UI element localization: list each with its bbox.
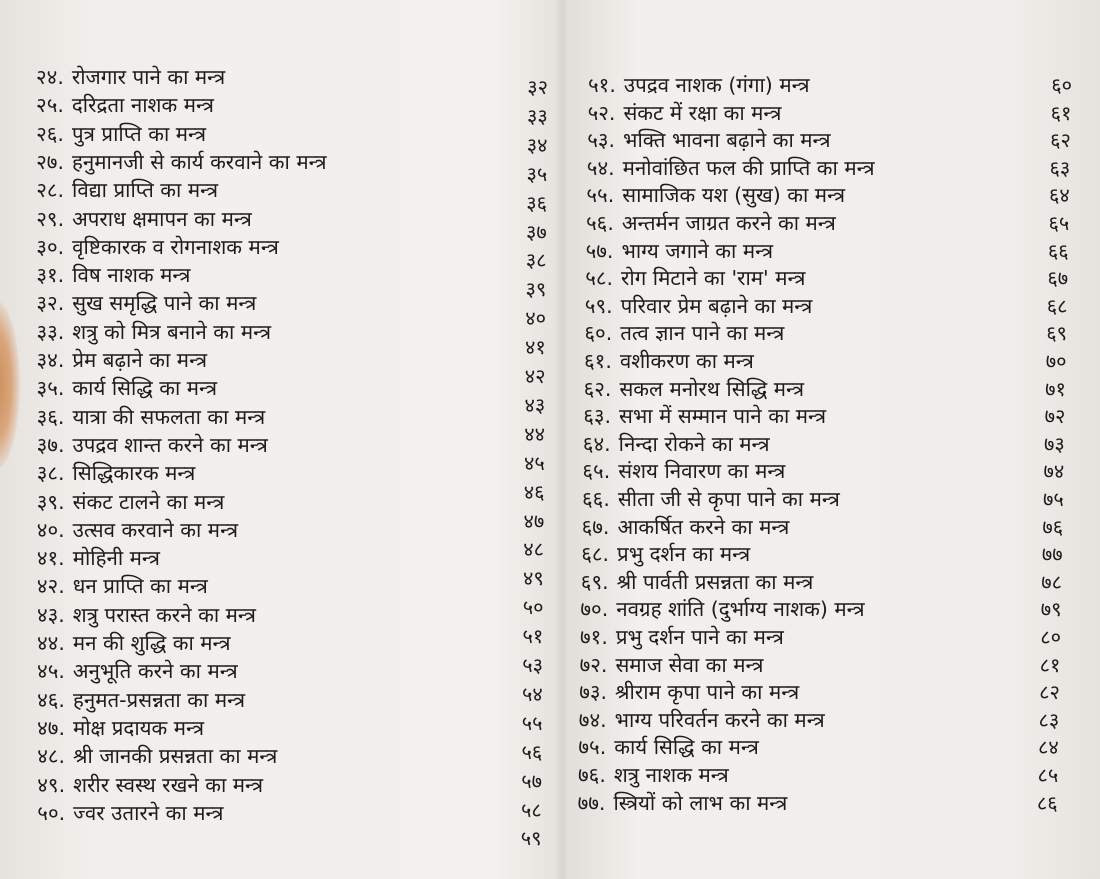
toc-entry xyxy=(586,238,774,264)
entry-title: कार्य सिद्धि का मन्त्र xyxy=(72,376,218,401)
entry-title: शत्रु नाशक मन्त्र xyxy=(613,763,729,787)
entry-page-number: ४९ xyxy=(522,566,544,591)
entry-number: २८. xyxy=(36,178,65,203)
entry-page-number: ४६ xyxy=(523,479,545,504)
toc-entry xyxy=(37,460,196,486)
entry-page-number: ४२ xyxy=(524,364,546,388)
entry-title: अन्तर्मन जाग्रत करने का मन्त्र xyxy=(621,211,836,235)
entry-number: ६७. xyxy=(581,514,610,539)
entry-number: ७३. xyxy=(579,680,608,705)
entry-number: ६३. xyxy=(583,404,612,429)
entry-page-number: ३७ xyxy=(525,219,547,244)
entry-number: ४१. xyxy=(36,546,65,571)
toc-entry xyxy=(37,573,208,599)
toc-entry xyxy=(37,602,256,628)
entry-title: प्रभु दर्शन पाने का मन्त्र xyxy=(615,625,784,649)
toc-entry xyxy=(584,348,754,374)
entry-number: ४४. xyxy=(37,631,65,655)
entry-number: ५७. xyxy=(585,238,614,263)
toc-entry xyxy=(579,679,799,705)
entry-page-number: ३६ xyxy=(526,190,547,215)
toc-entry xyxy=(586,210,836,236)
entry-page-number: ८१ xyxy=(1039,652,1061,677)
entry-title: संशय निवारण का मन्त्र xyxy=(618,459,786,484)
entry-title: यात्रा की सफलता का मन्त्र xyxy=(72,404,266,429)
entry-number: ६९. xyxy=(580,569,609,594)
entry-page-number: ३३ xyxy=(526,103,548,128)
entry-title: भाग्य परिवर्तन करने का मन्त्र xyxy=(614,707,825,732)
entry-number: ५९. xyxy=(584,293,613,318)
entry-title: मोक्ष प्रदायक मन्त्र xyxy=(72,715,205,740)
entry-title: श्रीराम कृपा पाने का मन्त्र xyxy=(615,680,800,705)
entry-title: प्रेम बढ़ाने का मन्त्र xyxy=(72,348,208,372)
entry-page-number: ७६ xyxy=(1042,514,1064,539)
toc-entry xyxy=(36,92,214,118)
entry-title: प्रभु दर्शन का मन्त्र xyxy=(617,542,751,567)
entry-title: अपराध क्षमापन का मन्त्र xyxy=(72,206,252,231)
entry-number: २९. xyxy=(36,206,65,231)
toc-entry xyxy=(36,234,279,260)
entry-title: शरीर स्वस्थ रखने का मन्त्र xyxy=(73,772,264,797)
entry-number: ५४. xyxy=(586,155,615,180)
entry-title: सीता जी से कृपा पाने का मन्त्र xyxy=(617,487,840,511)
entry-number: ७५. xyxy=(578,735,607,760)
toc-entry xyxy=(586,182,845,208)
entry-number: ७०. xyxy=(580,597,609,622)
toc-entry xyxy=(36,206,252,232)
entry-page-number: ७२ xyxy=(1044,404,1066,429)
entry-page-number: ७१ xyxy=(1045,376,1066,401)
toc-entry xyxy=(37,404,266,430)
entry-title: मनोवांछित फल की प्राप्ति का मन्त्र xyxy=(622,155,875,180)
entry-number: ४०. xyxy=(36,517,65,542)
toc-entry xyxy=(585,293,813,319)
entry-number: ६५. xyxy=(582,459,611,484)
entry-number: ६४. xyxy=(582,431,611,456)
toc-entry xyxy=(588,100,782,126)
entry-number: ७१. xyxy=(580,625,608,649)
entry-page-number: ६१ xyxy=(1050,100,1072,125)
entry-number: ५१. xyxy=(588,73,616,97)
entry-title: उपद्रव शान्त करने का मन्त्र xyxy=(72,432,268,457)
entry-title: मन की शुद्धि का मन्त्र xyxy=(72,631,231,655)
entry-number: ६६. xyxy=(582,487,610,511)
toc-entry xyxy=(37,772,263,798)
entry-title: भक्ति भावना बढ़ाने का मन्त्र xyxy=(623,128,831,153)
entry-page-number: ५७ xyxy=(521,768,542,793)
toc-entry xyxy=(580,596,864,622)
entry-number: ४६. xyxy=(37,687,65,712)
toc-entry xyxy=(578,734,758,760)
entry-title: सिद्धिकारक मन्त्र xyxy=(72,461,196,486)
toc-entry xyxy=(36,121,206,147)
entry-title: मोहिनी मन्त्र xyxy=(72,546,160,571)
entry-title: शत्रु परास्त करने का मन्त्र xyxy=(72,602,256,627)
entry-title: वशीकरण का मन्त्र xyxy=(619,349,754,373)
entry-title: रोग मिटाने का 'राम' मन्त्र xyxy=(621,266,806,291)
entry-number: २४. xyxy=(36,65,64,89)
entry-page-number: ३८ xyxy=(525,248,547,273)
entry-title: सभा में सम्मान पाने का मन्त्र xyxy=(619,404,827,429)
entry-page-number: ३५ xyxy=(526,161,548,186)
entry-number: ७७. xyxy=(577,790,606,815)
entry-number: ५८. xyxy=(585,266,614,291)
entry-page-number: ८० xyxy=(1040,625,1061,649)
toc-entry xyxy=(37,517,238,543)
entry-title: संकट टालने का मन्त्र xyxy=(72,489,225,514)
entry-page-number: ४० xyxy=(525,306,546,331)
entry-page-number: ५८ xyxy=(520,797,542,822)
entry-number: ४३. xyxy=(36,602,65,627)
entry-title: ज्वर उतारने का मन्त्र xyxy=(73,800,224,825)
toc-entry xyxy=(37,489,225,515)
toc-entry xyxy=(37,687,245,713)
entry-title: उत्सव करवाने का मन्त्र xyxy=(72,517,239,542)
entry-title: अनुभूति करने का मन्त्र xyxy=(72,659,238,684)
toc-entry xyxy=(587,155,875,181)
entry-page-number: ६३ xyxy=(1049,155,1071,180)
entry-title: धन प्राप्ति का मन्त्र xyxy=(72,574,208,599)
entry-page-number: ८६ xyxy=(1036,790,1058,815)
toc-entry xyxy=(36,64,225,90)
entry-title: नवग्रह शांति (दुर्भाग्य नाशक) मन्त्र xyxy=(616,597,865,622)
toc-entry xyxy=(580,624,784,650)
entry-number: ३९. xyxy=(36,489,65,514)
entry-page-number: ७३ xyxy=(1044,431,1065,456)
entry-number: ६८. xyxy=(581,542,610,567)
entry-number: ३८. xyxy=(36,461,65,486)
entry-number: २६. xyxy=(36,121,64,146)
entry-page-number: ६६ xyxy=(1047,238,1069,263)
entry-page-number: ८४ xyxy=(1037,735,1059,760)
entry-title: विष नाशक मन्त्र xyxy=(72,263,191,288)
entry-page-number: ६५ xyxy=(1048,211,1070,235)
entry-title: दरिद्रता नाशक मन्त्र xyxy=(71,93,214,118)
entry-number: ६०. xyxy=(584,321,613,346)
entry-page-number: ३२ xyxy=(527,75,548,99)
entry-number: २७. xyxy=(36,149,64,174)
toc-entry xyxy=(582,486,840,512)
entry-title: सुख समृद्धि पाने का मन्त्र xyxy=(72,291,257,316)
entry-title: भाग्य जगाने का मन्त्र xyxy=(621,238,774,263)
entry-title: हनुमत-प्रसन्नता का मन्त्र xyxy=(72,687,246,712)
toc-entry xyxy=(584,320,784,346)
entry-page-number: ५३ xyxy=(522,653,543,677)
entry-title: समाज सेवा का मन्त्र xyxy=(615,652,764,677)
entry-page-number: ५९ xyxy=(520,826,542,851)
entry-number: ६२. xyxy=(583,376,612,401)
toc-entry xyxy=(578,762,729,788)
entry-number: ६१. xyxy=(584,349,612,373)
toc-entry xyxy=(585,265,805,291)
entry-title: पुत्र प्राप्ति का मन्त्र xyxy=(71,121,207,146)
entry-page-number: ५६ xyxy=(521,739,543,764)
entry-number: ५०. xyxy=(37,800,66,825)
entry-page-number: ६८ xyxy=(1046,293,1068,318)
entry-page-number: ८२ xyxy=(1039,680,1060,705)
right-page xyxy=(560,0,1100,879)
toc-entry xyxy=(578,790,788,816)
toc-entry xyxy=(37,432,268,458)
entry-title: श्री पार्वती प्रसन्नता का मन्त्र xyxy=(616,569,814,594)
toc-entry xyxy=(579,707,825,733)
entry-title: निन्दा रोकने का मन्त्र xyxy=(618,431,770,456)
entry-number: ४२. xyxy=(36,574,65,599)
toc-entry xyxy=(36,319,271,345)
toc-entry xyxy=(581,541,750,567)
entry-page-number: ६७ xyxy=(1047,266,1069,291)
entry-number: ३५. xyxy=(36,376,65,401)
entry-page-number: ४१ xyxy=(524,335,546,360)
toc-entry xyxy=(582,514,790,540)
entry-page-number: ६४ xyxy=(1048,183,1070,208)
entry-title: शत्रु को मित्र बनाने का मन्त्र xyxy=(72,319,272,344)
entry-number: ४९. xyxy=(37,772,66,797)
entry-title: हनुमानजी से कार्य करवाने का मन्त्र xyxy=(71,149,327,174)
entry-number: ३२. xyxy=(36,291,65,316)
entry-number: ३४. xyxy=(36,348,65,372)
toc-entry xyxy=(582,458,785,484)
entry-page-number: ८५ xyxy=(1037,763,1059,787)
entry-number: ३३. xyxy=(36,319,65,344)
entry-number: ७४. xyxy=(578,707,607,732)
entry-title: परिवार प्रेम बढ़ाने का मन्त्र xyxy=(620,293,813,318)
entry-page-number: ७० xyxy=(1045,349,1067,373)
entry-page-number: ७५ xyxy=(1042,487,1064,511)
entry-number: ७२. xyxy=(579,652,608,677)
entry-title: संकट में रक्षा का मन्त्र xyxy=(623,100,782,125)
toc-entry xyxy=(37,658,238,684)
entry-page-number: ५० xyxy=(522,595,544,620)
entry-number: ४५. xyxy=(37,659,65,684)
toc-entry xyxy=(37,800,223,826)
entry-title: उपद्रव नाशक (गंगा) मन्त्र xyxy=(623,73,810,97)
toc-entry xyxy=(36,290,256,316)
entry-title: कार्य सिद्धि का मन्त्र xyxy=(614,735,759,760)
entry-page-number: ७४ xyxy=(1043,459,1065,484)
toc-entry xyxy=(583,431,770,457)
entry-number: ३६. xyxy=(36,404,65,429)
entry-number: ४८. xyxy=(37,744,66,769)
entry-page-number: ४७ xyxy=(523,508,545,533)
entry-title: स्त्रियों को लाभ का मन्त्र xyxy=(613,790,788,815)
entry-page-number: ६२ xyxy=(1050,128,1071,153)
toc-entry xyxy=(36,177,218,203)
entry-title: रोजगार पाने का मन्त्र xyxy=(71,65,226,89)
entry-page-number: ७८ xyxy=(1041,569,1063,594)
entry-page-number: ५५ xyxy=(521,710,543,735)
entry-page-number: ३९ xyxy=(525,277,547,302)
toc-entry xyxy=(36,149,326,175)
entry-number: ५२. xyxy=(587,100,616,125)
entry-page-number: ६९ xyxy=(1046,321,1068,346)
entry-number: ३०. xyxy=(36,234,65,259)
entry-page-number: ७९ xyxy=(1040,597,1062,622)
toc-entry xyxy=(36,262,190,288)
toc-entry xyxy=(587,127,830,153)
entry-title: वृष्टिकारक व रोगनाशक मन्त्र xyxy=(72,234,279,259)
toc-entry xyxy=(580,652,764,678)
entry-number: ५३. xyxy=(587,128,616,153)
entry-number: ३१. xyxy=(36,263,65,288)
entry-page-number: ८३ xyxy=(1038,707,1060,732)
entry-title: सामाजिक यश (सुख) का मन्त्र xyxy=(622,183,846,208)
entry-page-number: ५१ xyxy=(522,624,544,649)
entry-title: सकल मनोरथ सिद्धि मन्त्र xyxy=(619,376,805,401)
entry-number: २५. xyxy=(36,93,64,118)
entry-page-number: ५४ xyxy=(521,681,543,706)
entry-page-number: ६० xyxy=(1051,73,1072,97)
entry-page-number: ४५ xyxy=(523,450,545,475)
entry-title: श्री जानकी प्रसन्नता का मन्त्र xyxy=(73,744,278,769)
entry-title: विद्या प्राप्ति का मन्त्र xyxy=(72,178,219,203)
entry-page-number: ३४ xyxy=(526,132,548,157)
toc-entry xyxy=(37,347,208,373)
toc-entry xyxy=(37,630,231,656)
toc-entry xyxy=(37,545,160,571)
entry-number: ५५. xyxy=(586,183,615,208)
entry-page-number: ४८ xyxy=(523,537,544,562)
toc-entry xyxy=(37,743,277,769)
entry-page-number: ४३ xyxy=(524,392,546,417)
toc-entry xyxy=(581,569,814,595)
entry-title: आकर्षित करने का मन्त्र xyxy=(617,514,790,539)
toc-entry xyxy=(583,403,826,429)
toc-entry xyxy=(588,72,810,98)
entry-number: ४७. xyxy=(37,715,65,740)
toc-entry xyxy=(37,715,204,741)
entry-number: ५६. xyxy=(586,211,614,235)
toc-entry xyxy=(584,376,804,402)
entry-number: ३७. xyxy=(36,432,65,457)
entry-page-number: ७७ xyxy=(1041,542,1063,567)
toc-entry xyxy=(37,375,217,401)
entry-page-number: ४४ xyxy=(524,421,545,446)
entry-number: ७६. xyxy=(578,763,606,787)
entry-title: तत्व ज्ञान पाने का मन्त्र xyxy=(620,321,785,346)
